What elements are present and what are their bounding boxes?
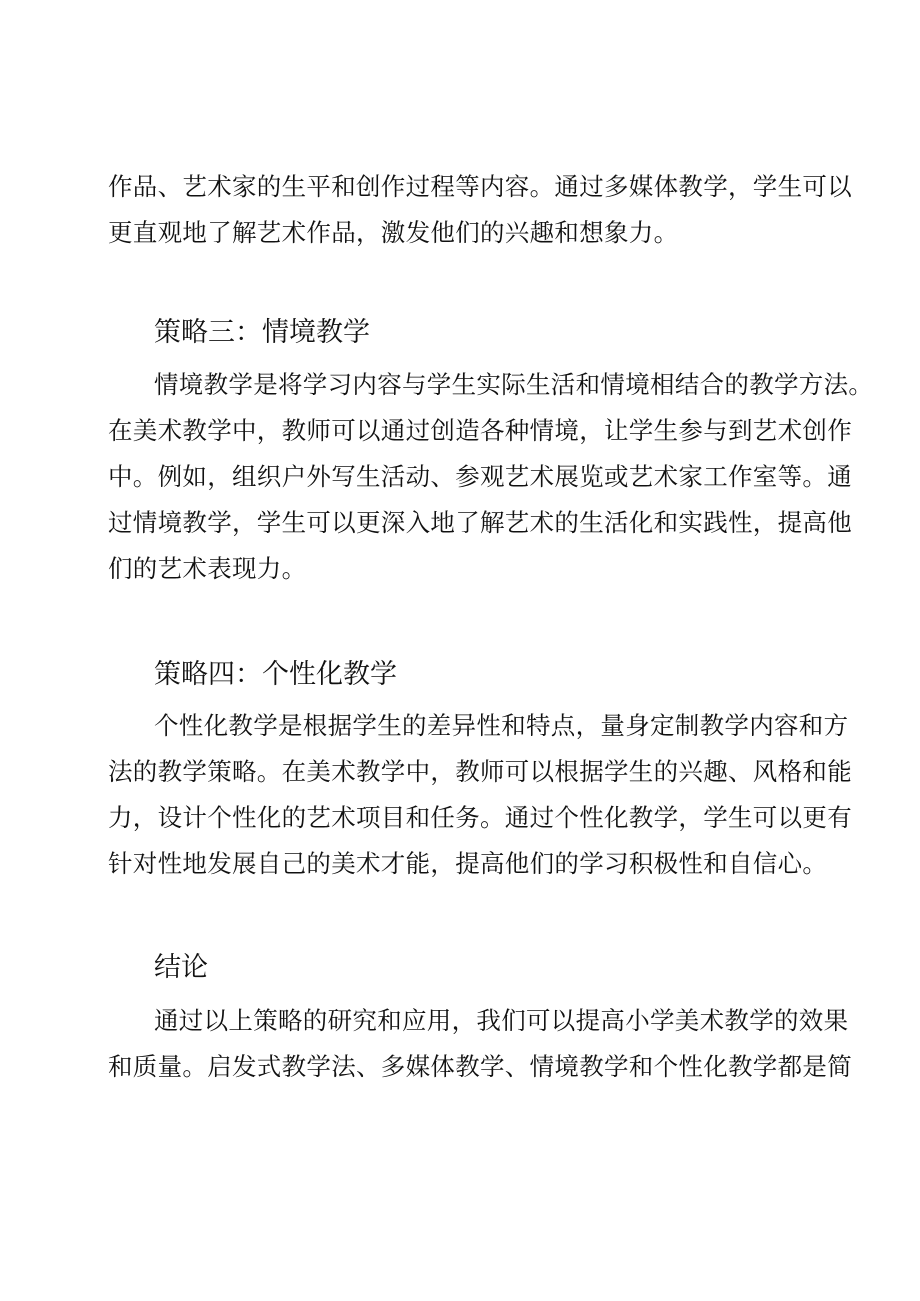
paragraph-line: 们的艺术表现力。 bbox=[108, 554, 307, 583]
intro-paragraph bbox=[108, 164, 852, 256]
paragraph-line: 更直观地了解艺术作品，激发他们的兴趣和想象力。 bbox=[108, 218, 679, 247]
strategy-4-paragraph bbox=[108, 703, 852, 887]
paragraph-line: 个性化教学是根据学生的差异性和特点，量身定制教学内容和方 bbox=[154, 711, 849, 740]
paragraph-line: 在美术教学中，教师可以通过创造各种情境，让学生参与到艺术创作 bbox=[108, 416, 852, 445]
paragraph-line: 和质量。启发式教学法、多媒体教学、情境教学和个性化教学都是简 bbox=[108, 1052, 852, 1081]
paragraph-line: 通过以上策略的研究和应用，我们可以提高小学美术教学的效果 bbox=[154, 1006, 849, 1035]
conclusion-paragraph bbox=[108, 998, 852, 1090]
paragraph-line: 法的教学策略。在美术教学中，教师可以根据学生的兴趣、风格和能 bbox=[108, 757, 852, 786]
section-heading-strategy-4: 策略四：个性化教学 bbox=[154, 659, 397, 690]
paragraph-line: 针对性地发展自己的美术才能，提高他们的学习积极性和自信心。 bbox=[108, 849, 828, 878]
paragraph-line: 过情境教学，学生可以更深入地了解艺术的生活化和实践性，提高他 bbox=[108, 508, 852, 537]
section-heading-strategy-3: 策略三：情境教学 bbox=[154, 317, 370, 348]
paragraph-line: 中。例如，组织户外写生活动、参观艺术展览或艺术家工作室等。通 bbox=[108, 462, 852, 491]
paragraph-line: 作品、艺术家的生平和创作过程等内容。通过多媒体教学，学生可以 bbox=[108, 172, 852, 201]
paragraph-line: 情境教学是将学习内容与学生实际生活和情境相结合的教学方法。 bbox=[154, 370, 874, 399]
strategy-3-paragraph bbox=[108, 362, 874, 592]
paragraph-line: 力，设计个性化的艺术项目和任务。通过个性化教学，学生可以更有 bbox=[108, 803, 852, 832]
section-heading-conclusion: 结论 bbox=[154, 952, 208, 983]
